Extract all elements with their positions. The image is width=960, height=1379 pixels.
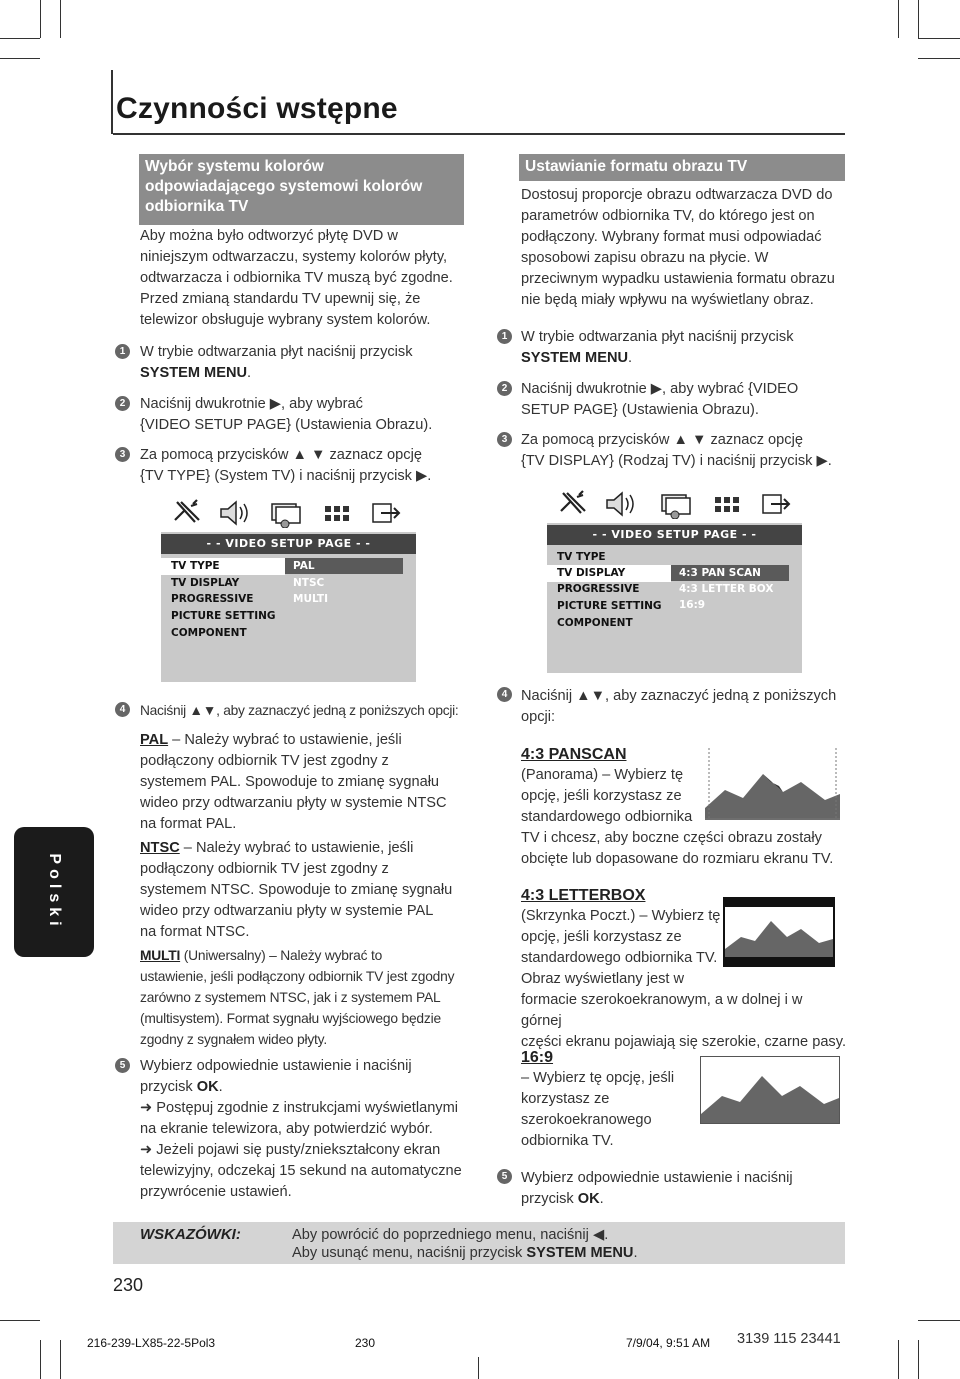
letterbox-text: części ekranu pojawiają się szerokie, czarne pasy. [521,1034,846,1050]
menu-option-4-3-pan-scan[interactable]: 4:3 PAN SCAN [671,565,789,581]
step-number: 4 [115,702,130,717]
video-icon [269,498,303,528]
menu-item-picture-setting[interactable]: PICTURE SETTING [171,610,276,622]
left-note-line: telewizyjny, odczekaj 15 sekund na automatyczne [140,1163,462,1179]
menu-title-bar: - - VIDEO SETUP PAGE - - [161,534,416,554]
step-number: 1 [115,344,130,359]
left-step-5-line: przycisk [140,1079,193,1095]
left-intro [140,226,470,331]
menu-option-4-3-letter-box[interactable]: 4:3 LETTER BOX [679,583,774,595]
panscan-illustration [705,748,840,820]
pal-text: na format PAL. [140,816,237,832]
left-step-2 [140,394,470,436]
menu-item-progressive[interactable]: PROGRESSIVE [171,593,254,605]
speaker-icon [217,498,251,528]
left-intro-line: odtwarzacza i odbiornika TV muszą być zgodne. [140,270,453,286]
right-section-header: Ustawianie formatu obrazu TV [519,154,845,181]
ntsc-text: wideo przy odtwarzaniu płyty w systemie PAL [140,903,434,919]
right-step-1-text: W trybie odtwarzania płyt naciśnij przycisk [521,329,794,345]
right-video-setup-menu [547,485,802,673]
left-step-1-text: W trybie odtwarzania płyt naciśnij przycisk [140,344,413,360]
wide-text: – Wybierz tę opcję, jeśli [521,1070,675,1086]
right-step-5-line: przycisk [521,1191,574,1207]
ntsc-text: systemem NTSC. Spowoduje to zmianę sygnału [140,882,453,898]
left-step-5-line: Wybierz odpowiednie ustawienie i naciśnij [140,1058,412,1074]
panscan-text: TV i chcesz, aby boczne części obrazu zostały [521,830,822,846]
multi-text: zgodny z sygnałem wideo płyty. [140,1032,327,1047]
right-step-1-end: . [628,350,633,366]
tips-line: Aby usunąć menu, naciśnij przycisk [292,1245,523,1261]
letterbox-illustration [723,897,835,967]
right-intro-line: parametrów odbiornika TV, do którego jest on [521,208,815,224]
menu-item-tv-type[interactable]: TV TYPE [557,551,606,563]
step-number: 3 [497,432,512,447]
right-intro-line: podłączony. Wybrany format musi odpowiadać [521,229,822,245]
tips-text [292,1226,638,1262]
left-intro-line: Przed zmianą standardu TV upewnij się, że [140,291,421,307]
left-intro-line: telewizor obsługuje wybrany system kolorów. [140,312,431,328]
left-step-2-line: {VIDEO SETUP PAGE} (Ustawienia Obrazu). [140,417,433,433]
right-step-5 [521,1168,851,1210]
step-number: 2 [497,381,512,396]
right-intro-line: sposobowi zapisu obrazu na płycie. W [521,250,769,266]
left-section-header: Wybór systemu kolorów odpowiadającego systemowi kolorów odbiornika TV [139,154,464,225]
right-step-3-line: Za pomocą przycisków ▲ ▼ zaznacz opcję [521,432,803,448]
widescreen-illustration [700,1056,840,1124]
right-step-2 [521,379,851,421]
left-video-setup-menu [161,494,416,682]
pal-text: systemem PAL. Spowoduje to zmianę sygnału [140,774,440,790]
panscan-text: (Panorama) – Wybierz tę [521,767,684,783]
menu-item-component[interactable]: COMPONENT [557,617,633,629]
right-step-5-line: Wybierz odpowiednie ustawienie i naciśnij [521,1170,793,1186]
wide-text: szerokoekranowego [521,1112,652,1128]
pal-text: wideo przy odtwarzaniu płyty w systemie NTSC [140,795,447,811]
menu-item-progressive[interactable]: PROGRESSIVE [557,583,640,595]
preference-icon [711,489,745,519]
left-note-line: ➜ Jeżeli pojawi się pusty/zniekształcony ekran [140,1142,441,1158]
panscan-text: standardowego odbiornika [521,809,693,825]
wide-option-desc [521,1047,701,1152]
letterbox-text: (Skrzynka Poczt.) – Wybierz tę [521,908,721,924]
tips-key: SYSTEM MENU [526,1245,634,1261]
left-intro-line: Aby można było odtworzyć płytę DVD w [140,228,398,244]
wide-text: odbiornika TV. [521,1133,614,1149]
wide-text: korzystasz ze [521,1091,610,1107]
step-number: 2 [115,396,130,411]
multi-text: zarówno z systemem NTSC, jak i z systemem PAL [140,990,441,1005]
wide-label: 16:9 [521,1049,554,1066]
pal-text: podłączony odbiornik TV jest zgodny z [140,753,389,769]
title-rule [113,133,845,135]
letterbox-text: Obraz wyświetlany jest w [521,971,685,987]
page-number: 230 [113,1275,144,1295]
left-step-2-line: Naciśnij dwukrotnie ▶, aby wybrać [140,396,363,412]
tools-icon [171,498,205,528]
right-step-4-line: opcji: [521,709,556,725]
right-intro-line: Dostosuj proporcje obrazu odtwarzacza DVD do [521,187,833,203]
left-note-line: przywrócenie ustawień. [140,1184,292,1200]
left-step-1-key: SYSTEM MENU [140,365,248,381]
right-step-1-key: SYSTEM MENU [521,350,629,366]
menu-icon-row [547,485,802,523]
multi-text: ustawienie, jeśli podłączony odbiornik TV jest zgodny [140,969,455,984]
tips-label: WSKAZÓWKI: [140,1226,241,1243]
menu-option-multi[interactable]: MULTI [293,593,328,605]
ntsc-label: NTSC [140,840,180,856]
left-step-3 [140,445,470,487]
panscan-text: opcję, jeśli korzystasz ze [521,788,682,804]
right-step-4-line: Naciśnij ▲▼, aby zaznaczyć jedną z poniższych [521,688,837,704]
left-step-5 [140,1056,475,1203]
footer-filename: 216-239-LX85-22-5Pol3 [87,1336,216,1350]
exit-icon [759,489,793,519]
language-label: Polski [46,853,63,931]
step-number: 5 [115,1058,130,1073]
multi-text: (multisystem). Format sygnału wyjściowego będzie [140,1011,441,1026]
title-side-bar [111,70,113,134]
menu-item-picture-setting[interactable]: PICTURE SETTING [557,600,662,612]
left-step-4: Naciśnij ▲▼, aby zaznaczyć jedną z poniższych opcji: [140,703,459,718]
multi-label: MULTI [140,948,181,963]
panscan-label: 4:3 PANSCAN [521,746,627,763]
ntsc-option-desc [140,838,470,943]
menu-item-tv-type[interactable]: TV TYPE [161,558,285,575]
pal-text: – Należy wybrać to ustawienie, jeśli [172,732,402,748]
step-number: 4 [497,687,512,702]
left-note-line: ➜ Postępuj zgodnie z instrukcjami wyświetlanymi [140,1100,459,1116]
left-step-3-line: Za pomocą przycisków ▲ ▼ zaznacz opcję [140,447,422,463]
right-intro [521,185,851,311]
menu-option-16-9[interactable]: 16:9 [679,599,706,611]
step-number: 3 [115,447,130,462]
left-step-1 [140,342,470,384]
right-step-2-line: SETUP PAGE} (Ustawienia Obrazu). [521,402,759,418]
footer-code: 3139 115 23441 [737,1331,841,1347]
preference-icon [321,498,355,528]
right-step-3-line: {TV DISPLAY} (Rodzaj TV) i naciśnij przycisk ▶. [521,453,832,469]
tools-icon [557,489,591,519]
tips-line: Aby powrócić do poprzedniego menu, naciśnij ◀. [292,1227,609,1243]
video-icon [659,489,693,519]
menu-item-tv-display[interactable]: TV DISPLAY [171,577,240,589]
step-number: 5 [497,1169,512,1184]
left-step-5-end: . [218,1079,223,1095]
pal-option-desc [140,730,470,835]
right-step-5-end: . [599,1191,604,1207]
ok-key-label: OK [577,1191,600,1207]
right-intro-line: nie będą miały wpływu na wyświetlany obraz. [521,292,814,308]
letterbox-text: formacie szerokoekranowym, a w dolnej i w górnej [521,992,803,1029]
right-intro-line: przeciwnym wypadku ustawienia formatu obrazu [521,271,835,287]
exit-icon [369,498,403,528]
multi-text: (Uniwersalny) – Należy wybrać to [183,948,383,963]
ntsc-text: na format NTSC. [140,924,250,940]
menu-icon-row [161,494,416,532]
footer-date: 7/9/04, 9:51 AM [626,1336,711,1350]
speaker-icon [603,489,637,519]
menu-item-component[interactable]: COMPONENT [171,627,247,639]
ntsc-text: – Należy wybrać to ustawienie, jeśli [183,840,414,856]
left-step-1-end: . [247,365,252,381]
right-step-3 [521,430,851,472]
menu-item-tv-display[interactable]: TV DISPLAY [547,565,671,582]
left-intro-line: niniejszym odtwarzaczu, systemy kolorów płyty, [140,249,448,265]
panscan-text: obcięte lub dopasowane do rozmiaru ekranu TV. [521,851,834,867]
page-title: Czynności wstępne [116,92,398,125]
menu-title-bar: - - VIDEO SETUP PAGE - - [547,525,802,545]
language-side-tab [14,827,94,957]
multi-option-desc [140,945,475,1050]
letterbox-label: 4:3 LETTERBOX [521,887,646,904]
right-step-2-line: Naciśnij dwukrotnie ▶, aby wybrać {VIDEO [521,381,799,397]
ntsc-text: podłączony odbiornik TV jest zgodny z [140,861,389,877]
tips-box [113,1222,845,1264]
right-step-4 [521,686,851,728]
ok-key-label: OK [196,1079,219,1095]
left-step-3-line: {TV TYPE} (System TV) i naciśnij przycisk ▶. [140,468,432,484]
menu-option-ntsc[interactable]: NTSC [293,577,325,589]
footer-page: 230 [355,1336,376,1350]
letterbox-text: standardowego odbiornika TV. [521,950,718,966]
right-step-1 [521,327,851,369]
left-note-line: na ekranie telewizora, aby potwierdzić wybór. [140,1121,433,1137]
pal-label: PAL [140,732,169,748]
tips-end: . [633,1245,638,1261]
letterbox-text: opcję, jeśli korzystasz ze [521,929,682,945]
step-number: 1 [497,329,512,344]
menu-option-pal[interactable]: PAL [285,558,403,574]
